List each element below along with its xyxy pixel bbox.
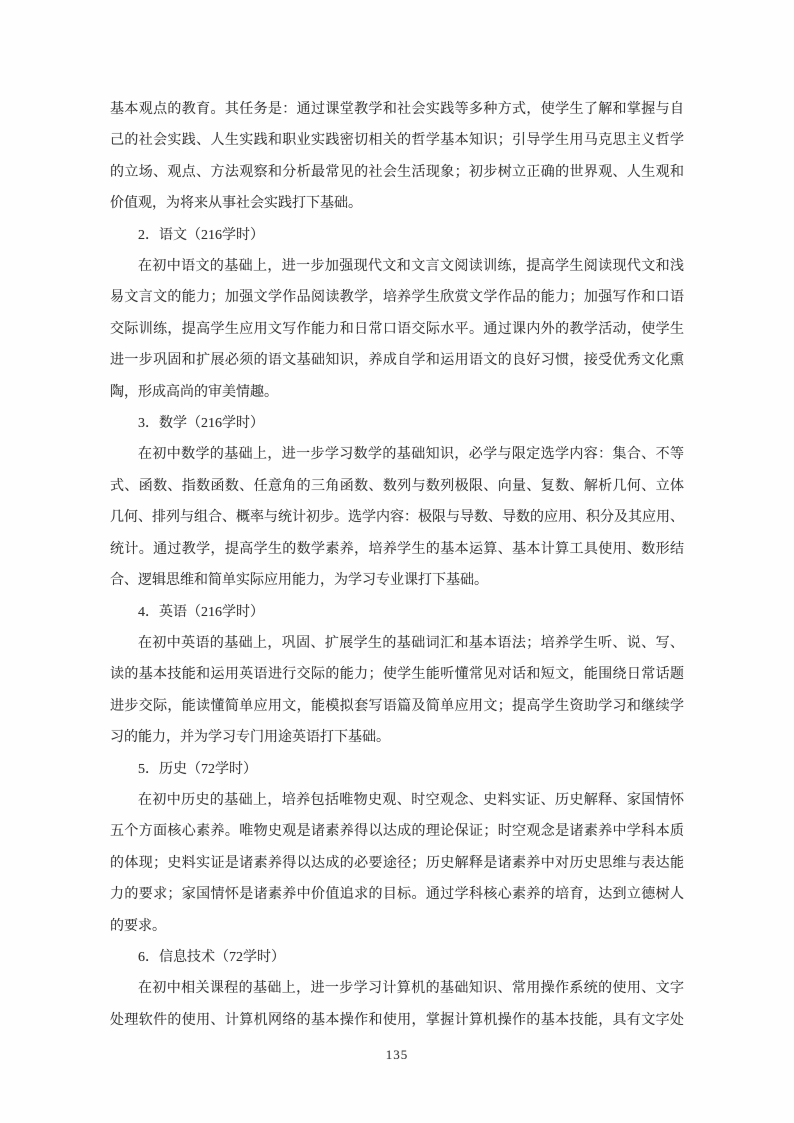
text-line: 力的要求；家国情怀是诸素养中价值追求的目标。通过学科核心素养的培育，达到立德树人	[110, 887, 684, 903]
text-line: 5．历史（72学时）	[138, 761, 257, 777]
text-line: 式、函数、指数函数、任意角的三角函数、数列与数列极限、向量、复数、解析几何、立体	[110, 478, 684, 494]
text-line: 习的能力，并为学习专门用途英语打下基础。	[110, 730, 390, 746]
text-line: 进步交际，能读懂简单应用文，能模拟套写语篇及简单应用文；提高学生资助学习和继续学	[110, 698, 684, 714]
text-line: 基本观点的教育。其任务是：通过课堂教学和社会实践等多种方式，使学生了解和掌握与自	[110, 102, 684, 117]
section-heading	[110, 942, 684, 973]
text-line: 合、逻辑思维和简单实际应用能力，为学习专业课打下基础。	[110, 573, 488, 589]
text-line: 处理软件的使用、计算机网络的基本操作和使用，掌握计算机操作的基本技能，具有文字处	[110, 1012, 684, 1028]
paragraph	[110, 439, 684, 596]
text-line: 4．英语（216学时）	[138, 604, 264, 620]
section-heading	[110, 754, 684, 785]
text-line: 的体现；史料实证是诸素养得以达成的必要途径；历史解释是诸素养中对历史思维与表达能	[110, 855, 684, 871]
text-line: 五个方面核心素养。唯物史观是诸素养得以达成的理论保证；时空观念是诸素养中学科本质	[110, 824, 684, 840]
page-number: 135	[385, 1047, 409, 1062]
text-line: 6．信息技术（72学时）	[138, 949, 285, 965]
text-line: 价值观，为将来从事社会实践打下基础。	[110, 196, 362, 212]
text-line: 2．语文（216学时）	[138, 227, 264, 243]
text-line: 在初中相关课程的基础上，进一步学习计算机的基础知识、常用操作系统的使用、文字	[138, 981, 684, 997]
text-line: 的立场、观点、方法观察和分析最常见的社会生活现象；初步树立正确的世界观、人生观和	[110, 164, 684, 180]
text-line: 陶，形成高尚的审美情趣。	[110, 384, 278, 400]
document-content	[110, 94, 684, 1036]
text-line: 统计。通过教学，提高学生的数学素养，培养学生的基本运算、基本计算工具使用、数形结	[110, 541, 684, 557]
paragraph	[110, 628, 684, 754]
text-line: 的要求。	[110, 918, 166, 934]
paragraph	[110, 251, 684, 408]
paragraph	[110, 973, 684, 1036]
text-line: 在初中历史的基础上，培养包括唯物史观、时空观念、史料实证、历史解释、家国情怀	[138, 792, 684, 808]
paragraph	[110, 785, 684, 942]
section-heading	[110, 408, 684, 439]
text-line: 在初中英语的基础上，巩固、扩展学生的基础词汇和基本语法；培养学生听、说、写、	[138, 635, 684, 651]
text-line: 几何、排列与组合、概率与统计初步。选学内容：极限与导数、导数的应用、积分及其应用、	[110, 510, 684, 526]
text-line: 易文言文的能力；加强文学作品阅读教学，培养学生欣赏文学作品的能力；加强写作和口语	[110, 290, 684, 306]
text-line: 在初中语文的基础上，进一步加强现代文和文言文阅读训练，提高学生阅读现代文和浅	[138, 259, 684, 275]
text-line: 己的社会实践、人生实践和职业实践密切相关的哲学基本知识；引导学生用马克思主义哲学	[110, 133, 684, 149]
section-heading	[110, 597, 684, 628]
text-line: 进一步巩固和扩展必须的语文基础知识，养成自学和运用语文的良好习惯，接受优秀文化熏	[110, 353, 684, 369]
section-heading	[110, 220, 684, 251]
text-line: 交际训练，提高学生应用文写作能力和日常口语交际水平。通过课内外的教学活动，使学生	[110, 321, 684, 337]
paragraph	[110, 94, 684, 220]
text-line: 在初中数学的基础上，进一步学习数学的基础知识，必学与限定选学内容：集合、不等	[138, 447, 684, 463]
text-line: 读的基本技能和运用英语进行交际的能力；使学生能听懂常见对话和短文，能围绕日常话题	[110, 667, 684, 683]
text-line: 3．数学（216学时）	[138, 416, 264, 432]
page-footer	[0, 1046, 794, 1064]
